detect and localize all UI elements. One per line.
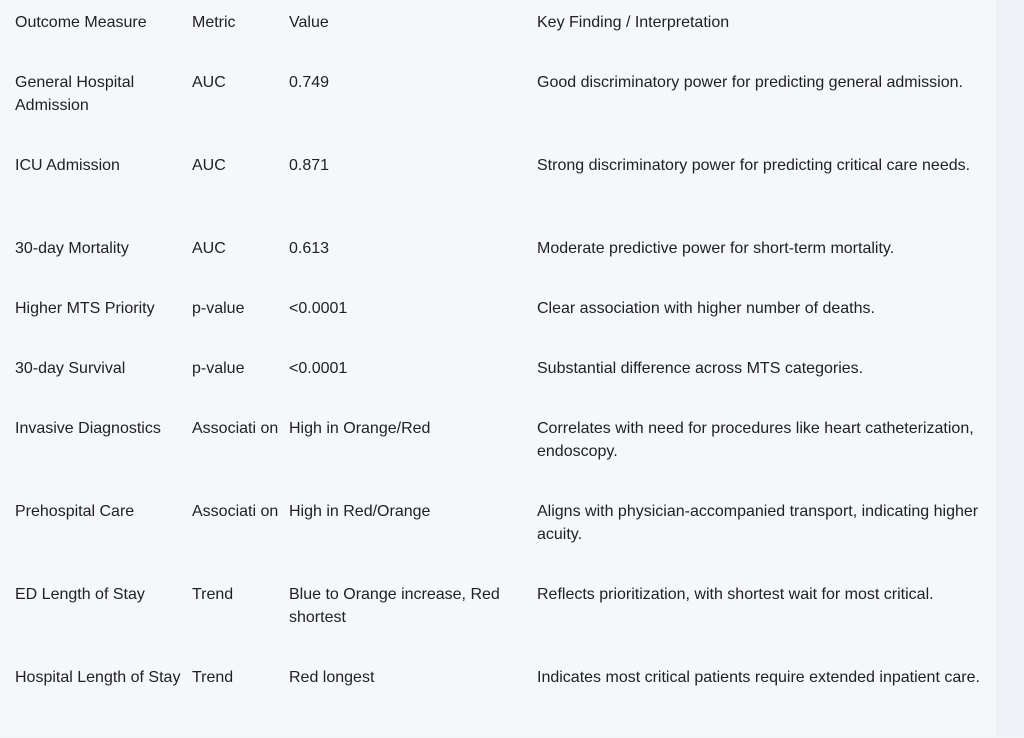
cell-value: 0.871 — [289, 157, 330, 174]
cell-metric: Associati on — [192, 503, 279, 520]
cell-outcome: Prehospital Care — [15, 503, 135, 520]
cell-outcome: General Hospital Admission — [15, 74, 135, 114]
cell-metric: p-value — [192, 300, 245, 317]
table-row — [0, 346, 996, 406]
cell-finding: Moderate predictive power for short-term mortality. — [537, 240, 895, 257]
cell-outcome: ED Length of Stay — [15, 586, 145, 603]
cell-finding: Indicates most critical patients require extended inpatient care. — [537, 669, 980, 686]
cell-value: Blue to Orange increase, Red shortest — [289, 586, 500, 626]
cell-outcome: ICU Admission — [15, 157, 120, 174]
table-row — [0, 226, 996, 286]
table-row — [0, 489, 996, 572]
table-row — [0, 572, 996, 655]
cell-value: 0.749 — [289, 74, 330, 91]
header-value: Value — [289, 14, 329, 31]
cell-metric: Trend — [192, 669, 234, 686]
table-row — [0, 406, 996, 489]
table-row — [0, 286, 996, 346]
cell-metric: Trend — [192, 586, 234, 603]
cell-outcome: 30-day Survival — [15, 360, 126, 377]
cell-value: High in Orange/Red — [289, 420, 431, 437]
cell-outcome: 30-day Mortality — [15, 240, 129, 257]
cell-finding: Reflects prioritization, with shortest wait for most critical. — [537, 586, 934, 603]
header-metric: Metric — [192, 14, 236, 31]
cell-value: High in Red/Orange — [289, 503, 431, 520]
cell-finding: Strong discriminatory power for predicting critical care needs. — [537, 157, 971, 174]
cell-metric: AUC — [192, 74, 226, 91]
cell-value: Red longest — [289, 669, 375, 686]
cell-finding: Good discriminatory power for predicting general admission. — [537, 74, 963, 91]
cell-metric: AUC — [192, 157, 226, 174]
cell-value: 0.613 — [289, 240, 330, 257]
cell-outcome: Higher MTS Priority — [15, 300, 155, 317]
cell-metric: Associati on — [192, 420, 279, 437]
table-row — [0, 143, 996, 226]
cell-value: <0.0001 — [289, 360, 348, 377]
cell-finding: Correlates with need for procedures like heart catheterization, endoscopy. — [537, 420, 974, 460]
cell-outcome: Invasive Diagnostics — [15, 420, 161, 437]
cell-finding: Aligns with physician-accompanied transport, indicating higher acuity. — [537, 503, 979, 543]
cell-finding: Clear association with higher number of deaths. — [537, 300, 875, 317]
table-row — [0, 655, 996, 738]
header-outcome-measure: Outcome Measure — [15, 14, 147, 31]
scrollbar-track[interactable] — [996, 0, 1024, 737]
cell-metric: p-value — [192, 360, 245, 377]
cell-metric: AUC — [192, 240, 226, 257]
table-header-row — [0, 0, 996, 60]
table-row — [0, 60, 996, 143]
cell-outcome: Hospital Length of Stay — [15, 669, 181, 686]
cell-value: <0.0001 — [289, 300, 348, 317]
header-key-finding: Key Finding / Interpretation — [537, 14, 730, 31]
cell-finding: Substantial difference across MTS categories. — [537, 360, 864, 377]
